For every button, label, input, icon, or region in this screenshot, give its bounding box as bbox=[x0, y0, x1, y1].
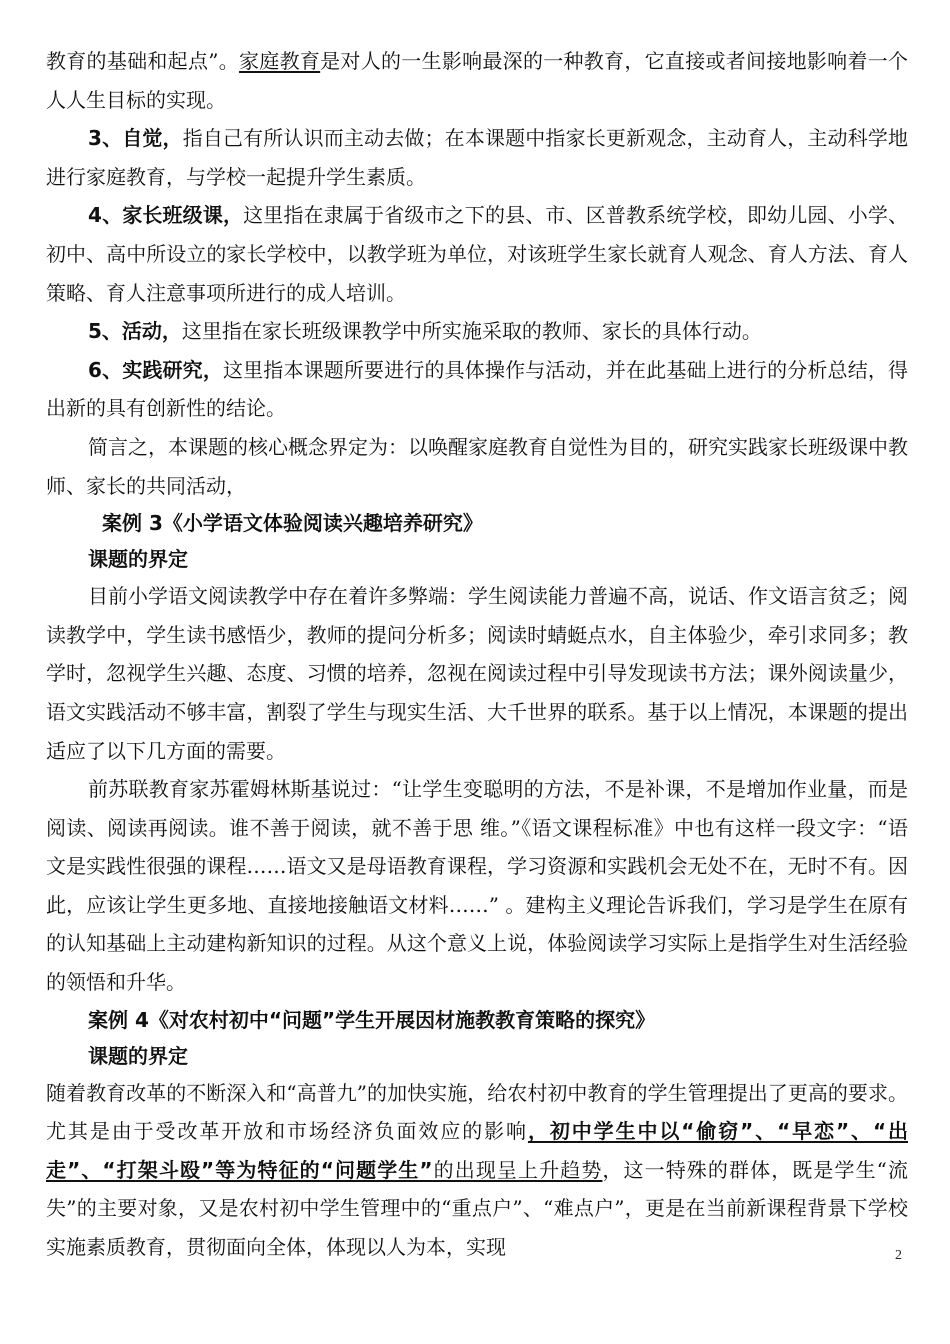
intro-text-a: 教育的基础和起点”。 bbox=[46, 49, 240, 73]
family-education-link[interactable]: 家庭教育 bbox=[239, 49, 321, 73]
definition-5 bbox=[46, 312, 908, 351]
case3-subtitle: 课题的界定 bbox=[88, 547, 188, 572]
definition-term: 5、活动， bbox=[88, 319, 182, 344]
definition-term: 6、实践研究， bbox=[88, 357, 223, 382]
definition-text: 这里指本课题所要进行的具体操作与活动，并在此基础上进行的分析总结，得出新的具有创新性的结论。 bbox=[46, 357, 908, 421]
case3-paragraph-1: 目前小学语文阅读教学中存在着许多弊端：学生阅读能力普遍不高，说话、作文语言贫乏；阅读教学中，学生读书感悟少，教师的提问分析多；阅读时蜻蜓点水，自主体验少，牵引求同多；教学时，忽视学生兴趣、态度、习惯的培养，忽视在阅读过程中引导发现读书方法；课外阅读量少，语文实践活动不够丰富，割裂了学生与现实生活、大千世界的联系。基于以上情况，本课题的提出适应了以下几方面的需要。 bbox=[46, 584, 908, 763]
summary-paragraph: 简言之，本课题的核心概念界定为：以唤醒家庭教育自觉性为目的，研究实践家长班级课中教师、家长的共同活动， bbox=[46, 434, 908, 498]
definition-text: 这里指在隶属于省级市之下的县、市、区普教系统学校，即幼儿园、小学、初中、高中所设立的家长学校中，以教学班为单位，对该班学生家长就育人观念、育人方法、育人策略、育人注意事项所进行的成人培训。 bbox=[46, 203, 909, 305]
case3-paragraph-2: 前苏联教育家苏霍姆林斯基说过：“让学生变聪明的方法，不是补课，不是增加作业量，而是阅读、阅读再阅读。谁不善于阅读，就不善于思 维。”《语文课程标准》中也有这样一段文字：“语文是实践性很强的课程……语文又是母语教育课程，学习资源和实践机会无处不在，无时不有。因此，应该让学生更多地、直接地接触语文材料……” 。建构主义理论告诉我们，学习是学生在原有的认知基础上主动建构新知识的过程。从这个意义上说，体验阅读学习实际上是指学生对生活经验的领悟和升华。 bbox=[46, 777, 908, 995]
definition-3 bbox=[46, 119, 908, 196]
case4-subtitle: 课题的界定 bbox=[88, 1043, 188, 1068]
case4-underlined-bold: ，初中学生中以“偷窃”、“早恋”、“出走”、“打架斗殴”等为特征的“问题学生” bbox=[46, 1119, 908, 1182]
intro-paragraph bbox=[46, 42, 908, 119]
definition-text: 这里指在家长班级课教学中所实施采取的教师、家长的具体行动。 bbox=[181, 319, 762, 344]
case4-paragraph-1 bbox=[46, 1074, 908, 1267]
case4-underlined: 的出现呈上升趋势 bbox=[432, 1157, 603, 1182]
page-number: 2 bbox=[895, 1248, 902, 1263]
intro-text-b: 是对人的一生影响最深的一种教育，它直接或者间接地影响着一个人人生目标的实现。 bbox=[46, 49, 908, 112]
case4-text-b: ，这一特殊的群体，既是学生“流失”的主要对象，又是农村初中学生管理中的“重点户”、“难点户”，更是在当前新课程背景下学校实施素质教育，贯彻面向全体，体现以人为本，实现 bbox=[46, 1157, 908, 1260]
case3-title: 案例 3《小学语文体验阅读兴趣培养研究》 bbox=[102, 511, 483, 536]
document-page bbox=[46, 42, 908, 1267]
case4-text-a: 随着教育改革的不断深入和“高普九”的加快实施，给农村初中教育的学生管理提出了更高的要求。尤其是由于受改革开放和市场经济负面效应的影响 bbox=[46, 1080, 908, 1144]
definition-4 bbox=[46, 196, 908, 312]
case4-title: 案例 4《对农村初中“问题”学生开展因材施教教育策略的探究》 bbox=[88, 1007, 656, 1032]
definition-text: 指自己有所认识而主动去做；在本课题中指家长更新观念，主动育人，主动科学地进行家庭教育，与学校一起提升学生素质。 bbox=[46, 126, 909, 189]
definition-6 bbox=[46, 351, 908, 428]
definition-term: 3、自觉， bbox=[88, 126, 183, 151]
definition-term: 4、家长班级课， bbox=[88, 203, 244, 228]
